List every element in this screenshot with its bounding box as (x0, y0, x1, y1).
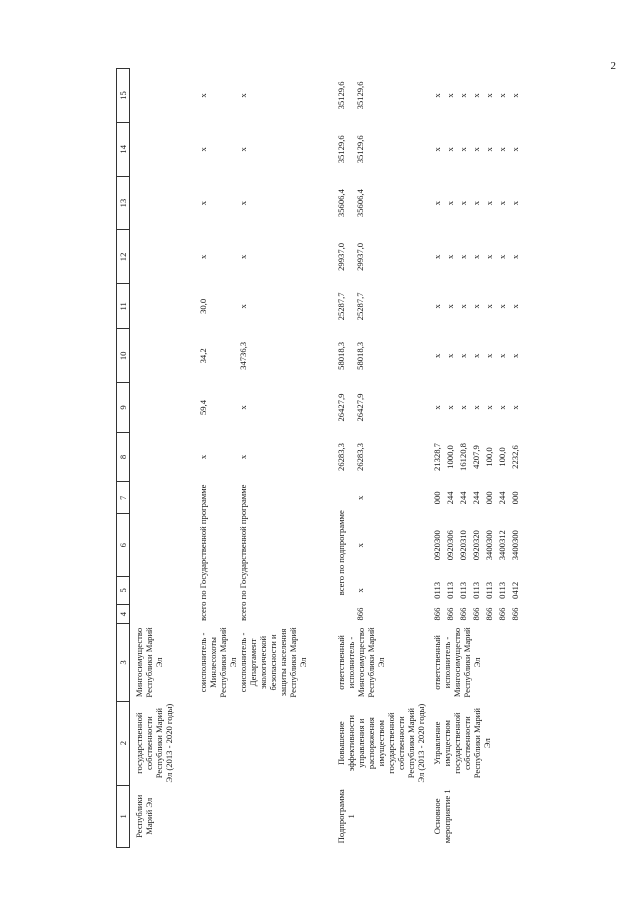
cell-value: x (471, 353, 481, 359)
cell-value: x (497, 200, 507, 206)
col-header: 9 (117, 383, 130, 432)
cell-value: x (510, 353, 520, 359)
table-row (330, 69, 355, 848)
cell-rzpr: 0113 (458, 581, 468, 599)
cell-vr: 244 (445, 491, 455, 505)
cell-rzpr: 0412 (510, 581, 520, 599)
cell-value: x (497, 353, 507, 359)
cell-value: x (432, 405, 442, 410)
cell-value: x (432, 93, 442, 98)
page-number: 2 (610, 60, 616, 72)
cell-value: 29937,0 (336, 242, 346, 271)
cell-value: 16120,8 (458, 443, 468, 471)
cell-value: x (432, 304, 442, 309)
cell-status: Основное мероприятие 1 (432, 789, 452, 844)
cell-rzpr: 0113 (432, 581, 442, 599)
cell-rzpr: 0113 (497, 581, 507, 599)
cell-value: x (497, 147, 507, 152)
cell-value: x (445, 353, 455, 359)
col-header: 6 (117, 514, 130, 576)
cell-value: x (458, 405, 468, 410)
cell-empty (238, 701, 330, 785)
cell-value: 58018,3 (354, 341, 365, 370)
cell-grbs: 866 (432, 607, 442, 621)
cell-value: x (198, 254, 208, 260)
cell-value: x (471, 147, 481, 152)
col-header: 13 (117, 176, 130, 230)
cell-value: 34736,3 (238, 341, 248, 370)
cell-value: x (445, 93, 455, 98)
cell-rzpr: 0113 (471, 581, 481, 599)
cell-value: x (238, 254, 248, 260)
cell-value: x (510, 405, 520, 410)
cell-value: x (238, 405, 248, 410)
cell-value: 100,0 (497, 447, 507, 467)
cell-total-label: всего по подпрограмме (336, 510, 346, 596)
cell-value: x (510, 304, 520, 309)
cell-value: 1000,0 (445, 445, 455, 469)
cell-value: 35129,6 (336, 81, 346, 110)
cell-total-label: всего по Государственной программе (198, 484, 208, 621)
col-header: 10 (117, 329, 130, 383)
cell-value: x (497, 304, 507, 309)
cell-value: x (238, 147, 248, 152)
col-header: 15 (117, 69, 130, 123)
cell-value: x (458, 353, 468, 359)
cell-vr: x (354, 495, 365, 501)
cell-value: x (510, 200, 520, 206)
cell-value: 35606,4 (354, 189, 365, 218)
cell-rzpr: 0113 (445, 581, 455, 599)
cell-status: Подпрограмма 1 (336, 789, 356, 844)
cell-value: 35129,6 (354, 81, 365, 110)
cell-total-label: всего по Государственной программе (238, 484, 248, 621)
cell-value: 26427,9 (336, 393, 346, 422)
cell-value: x (497, 405, 507, 410)
cell-empty (198, 701, 238, 785)
cell-value: x (484, 353, 494, 359)
col-header: 4 (117, 604, 130, 623)
cell-csr: x (354, 543, 365, 548)
cell-value: x (445, 200, 455, 206)
table-row (130, 69, 199, 848)
cell-value: x (458, 254, 468, 260)
cell-vr: 244 (497, 491, 507, 505)
cell-value: x (432, 353, 442, 359)
cell-grbs: 866 (458, 607, 468, 621)
cell-value: 35606,4 (336, 189, 346, 218)
cell-value: 25287,7 (336, 292, 346, 321)
cell-value: x (510, 147, 520, 152)
cell-value: 58018,3 (336, 341, 346, 370)
cell-value: x (471, 405, 481, 410)
cell-value: x (445, 147, 455, 152)
cell-value: x (445, 254, 455, 260)
col-header: 11 (117, 284, 130, 329)
cell-csr: 3400300 (484, 530, 494, 561)
cell-executor: соисполнитель - Минлесохоты Республики Марий Эл (198, 627, 238, 698)
cell-value: x (445, 405, 455, 410)
cell-vr: 000 (510, 491, 520, 505)
cell-csr: 3400300 (510, 530, 520, 561)
col-header: 2 (117, 701, 130, 785)
budget-table (116, 68, 523, 848)
cell-value: x (432, 147, 442, 152)
cell-value: x (445, 304, 455, 309)
col-header: 5 (117, 576, 130, 604)
cell-executor: Мингосимущество Республики Марий Эл (134, 627, 164, 698)
cell-empty (238, 785, 330, 847)
cell-grbs: 866 (497, 607, 507, 621)
cell-grbs: 866 (471, 607, 481, 621)
cell-value: 25287,7 (354, 292, 365, 321)
cell-vr: 000 (484, 491, 494, 505)
cell-empty (198, 785, 238, 847)
col-header: 1 (117, 785, 130, 847)
cell-csr: 0920320 (471, 530, 481, 561)
cell-rzpr: 0113 (484, 581, 494, 599)
cell-executor: соисполнитель - Департамент экологической безопасности и защиты населения Республики Марий Эл (238, 627, 308, 698)
cell-value: x (198, 454, 208, 460)
cell-value: 59,4 (198, 399, 208, 416)
cell-csr: 0920306 (445, 530, 455, 561)
cell-value: 100,0 (484, 447, 494, 467)
cell-executor: ответственный исполнитель - Мингосимущество Республики Марий Эл (432, 627, 482, 698)
cell-value: x (432, 200, 442, 206)
cell-value: x (458, 200, 468, 206)
cell-name: Повышение эффективности управления и распоряжения имуществом государственной собственности Республики Марий Эл (2013 - 2020 годы) (336, 703, 426, 783)
header-row (117, 69, 130, 848)
cell-value: x (198, 93, 208, 98)
cell-value: x (238, 200, 248, 206)
cell-value: x (238, 454, 248, 460)
cell-value: x (471, 93, 481, 98)
cell-csr: 3400312 (497, 530, 507, 561)
cell-grbs: 866 (445, 607, 455, 621)
cell-value: x (198, 147, 208, 152)
cell-value: 34,2 (198, 348, 208, 364)
cell-value: x (497, 93, 507, 98)
cell-grbs: 866 (484, 607, 494, 621)
cell-value: 2232,6 (510, 445, 520, 469)
cell-value: x (484, 254, 494, 260)
col-header: 8 (117, 432, 130, 481)
cell-executor: ответственный исполнитель - Мингосимущество Республики Марий Эл (336, 627, 386, 698)
cell-value: x (238, 93, 248, 98)
cell-value: 26283,3 (336, 443, 346, 471)
cell-value: x (484, 147, 494, 152)
cell-status: Республики Марий Эл (134, 794, 154, 838)
col-header: 3 (117, 624, 130, 701)
cell-value: x (510, 93, 520, 98)
table-row (426, 69, 445, 848)
rotated-table-container (116, 68, 528, 848)
cell-value: x (432, 254, 442, 260)
cell-value: 35129,6 (354, 135, 365, 164)
cell-name: Управление имуществом государственной собственности Республики Марий Эл (432, 708, 492, 779)
cell-csr: 0920300 (432, 530, 442, 561)
cell-value: 26427,9 (354, 393, 365, 422)
cell-value: x (471, 200, 481, 206)
cell-value: x (510, 254, 520, 260)
cell-rzpr: x (354, 588, 365, 593)
cell-value: x (458, 304, 468, 309)
table-row (238, 69, 330, 848)
cell-value: 26283,3 (354, 443, 365, 471)
cell-vr: 244 (471, 491, 481, 505)
cell-value: x (471, 304, 481, 309)
cell-csr: 0920310 (458, 530, 468, 561)
cell-value: 4207,9 (471, 445, 481, 469)
cell-value: 35129,6 (336, 135, 346, 164)
cell-value: 21328,7 (432, 443, 442, 471)
col-header: 12 (117, 230, 130, 284)
cell-vr: 000 (432, 491, 442, 505)
cell-value: x (458, 93, 468, 98)
cell-value: x (484, 200, 494, 206)
cell-value: x (484, 405, 494, 410)
cell-value: x (198, 200, 208, 206)
cell-value: x (484, 304, 494, 309)
col-header: 14 (117, 122, 130, 176)
cell-empty (130, 69, 199, 624)
cell-value: x (238, 304, 248, 309)
cell-value: 29937,0 (354, 242, 365, 271)
table-row (198, 69, 238, 848)
cell-grbs: 866 (510, 607, 520, 621)
cell-value: 30,0 (198, 298, 208, 314)
cell-grbs: 866 (354, 607, 365, 621)
cell-vr: 244 (458, 491, 468, 505)
cell-value: x (458, 147, 468, 152)
cell-value: x (471, 254, 481, 260)
cell-value: x (484, 93, 494, 98)
cell-name: государственной собственности Республики Марий Эл (2013 - 2020 годы) (134, 703, 174, 783)
cell-value: x (497, 254, 507, 260)
col-header: 7 (117, 482, 130, 514)
